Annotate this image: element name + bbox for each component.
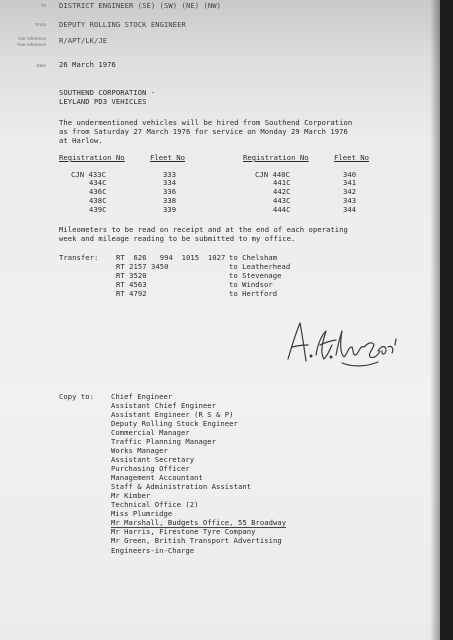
- mileometers-line-2: week and mileage reading to be submitted to my office.: [59, 234, 296, 243]
- copy-to-label: Copy to:: [59, 392, 95, 401]
- table-row: 336: [163, 187, 177, 196]
- handwritten-signature: [282, 315, 404, 373]
- intro-line-3: at Harlow.: [59, 136, 103, 145]
- list-item: Commercial Manager: [111, 428, 190, 437]
- from-label: From: [35, 22, 46, 27]
- mileometers-line-1: Mileometers to be read on receipt and at the end of each operating: [59, 225, 348, 234]
- list-item: Staff & Administration Assistant: [111, 482, 252, 491]
- list-item: to Chelsham: [229, 253, 278, 262]
- list-item: Mr Harris, Firestone Tyre Company: [111, 527, 256, 536]
- registration-header-left: Registration No: [59, 153, 125, 162]
- to-value: DISTRICT ENGINEER (SE) (SW) (NE) (NW): [59, 1, 221, 10]
- list-item: to Stevenage: [229, 271, 282, 280]
- table-row: 342: [343, 187, 357, 196]
- transfer-label: Transfer:: [59, 253, 99, 262]
- fleet-header-left: Fleet No: [150, 153, 186, 162]
- table-row: 333: [163, 170, 177, 179]
- date-value: 26 March 1976: [59, 60, 116, 69]
- table-row: 338: [163, 196, 177, 205]
- table-row: 436C: [89, 187, 107, 196]
- table-row: 344: [343, 205, 357, 214]
- list-item: to Hertford: [229, 289, 278, 298]
- list-item: Miss Plumridge: [111, 509, 173, 518]
- list-item: Purchasing Officer: [111, 464, 190, 473]
- table-row: 442C: [273, 187, 291, 196]
- from-value: DEPUTY ROLLING STOCK ENGINEER: [59, 20, 186, 29]
- list-item: Technical Office (2): [111, 500, 199, 509]
- list-item: Engineers-in-Charge: [111, 546, 195, 555]
- list-item: Works Manager: [111, 446, 168, 455]
- list-item: RT 626 994 1015 1027: [116, 253, 226, 262]
- registration-header-right: Registration No: [243, 153, 309, 162]
- table-row: CJN 433C: [71, 170, 107, 179]
- list-item: Assistant Chief Engineer: [111, 401, 217, 410]
- reference-value: R/APT/LK/JE: [59, 36, 108, 45]
- table-row: 438C: [89, 196, 107, 205]
- table-row: 340: [343, 170, 357, 179]
- list-item: Mr Green, British Transport Advertising: [111, 536, 282, 545]
- table-row: 343: [343, 196, 357, 205]
- table-row: 339: [163, 205, 177, 214]
- list-item: RT 4792: [116, 289, 147, 298]
- intro-line-1: The undermentioned vehicles will be hired from Southend Corporation: [59, 118, 353, 127]
- fleet-header-right: Fleet No: [334, 153, 370, 162]
- table-row: 441C: [273, 178, 291, 187]
- list-item: RT 4563: [116, 280, 147, 289]
- to-label: To: [41, 3, 46, 8]
- table-row: 334: [163, 178, 177, 187]
- subject-line-2: LEYLAND PD3 VEHICLES: [59, 97, 147, 106]
- subject-line-1: SOUTHEND CORPORATION -: [59, 88, 156, 97]
- list-item: Assistant Secretary: [111, 455, 195, 464]
- table-row: 341: [343, 178, 357, 187]
- table-row: CJN 440C: [255, 170, 291, 179]
- list-item: Management Accountant: [111, 473, 203, 482]
- intro-line-2: as from Saturday 27 March 1976 for service on Monday 29 March 1976: [59, 127, 348, 136]
- list-item: Deputy Rolling Stock Engineer: [111, 419, 238, 428]
- list-item: to Leatherhead: [229, 262, 291, 271]
- table-row: 444C: [273, 205, 291, 214]
- list-item: RT 2157 3450: [116, 262, 169, 271]
- page-edge-shadow: [430, 0, 440, 640]
- date-label: Date: [36, 63, 46, 68]
- list-item: Chief Engineer: [111, 392, 173, 401]
- list-item: Traffic Planning Manager: [111, 437, 217, 446]
- list-item: Mr Kimber: [111, 491, 151, 500]
- your-reference-label: Your reference: [16, 42, 46, 47]
- list-item: Assistant Engineer (R S & P): [111, 410, 234, 419]
- list-item: RT 3520: [116, 271, 147, 280]
- list-item: Mr Marshall, Budgets Office, 55 Broadway: [111, 518, 287, 527]
- table-row: 439C: [89, 205, 107, 214]
- table-row: 434C: [89, 178, 107, 187]
- table-row: 443C: [273, 196, 291, 205]
- our-reference-label: Our reference: [18, 36, 46, 41]
- list-item: to Windsor: [229, 280, 273, 289]
